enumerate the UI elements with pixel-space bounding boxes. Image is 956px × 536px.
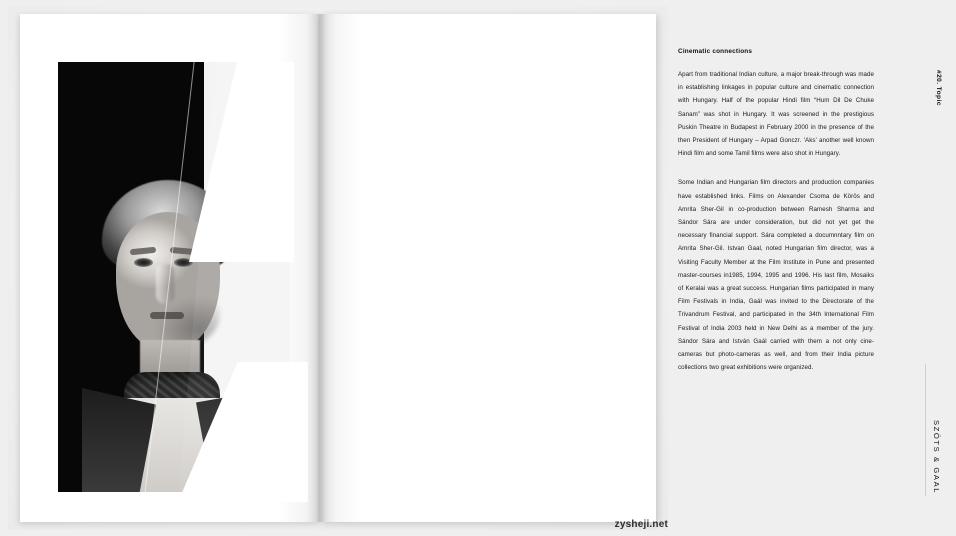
section-heading: Cinematic connections (678, 48, 753, 55)
topic-label: #20. Topic (935, 70, 942, 106)
portrait-mouth (150, 312, 184, 319)
watermark: zysheji.net (614, 519, 668, 530)
body-paragraph-2: Some Indian and Hungarian film directors and production companies have established links. Films on Alexander Csoma de Körös and Amrita Sher-Gil in co-production between Ramesh Sharma and Sándor Sára are under consideration, but did not yet get the necessary financial support. Sára completed a documnntary film on Amrita Sher-Gil. Istvan Gaal, noted Hungarian film director, was a Visiting Faculty Member at the Film Institute in Pune and presented master-courses in1985, 1994, 1995 and 1996. His last film, Mosaiks of Keralai was a great success. Hungarian films participated in many Film Festivals in India, Gaál was invited to the Directorate of the Trivandrum Festival, and participated in the 34th International Film Festival of India 2003 held in New Delhi as a member of the jury. Sándor Sára and István Gaál carried with them a not only cine-cameras but photo-cameras as well, and from their India picture collections two great exhibitions were organized. (678, 179, 874, 372)
open-book (20, 14, 942, 522)
text-column (678, 48, 874, 390)
body-paragraph-1: Apart from traditional Indian culture, a major break-through was made in establishing linkages in popular culture and cinematic connection with Hungary. Half of the popular Hindi film “Hum Dil De Chuke Sanam” was shot in Hungary. It was screened in the prestigious Puskin Theatre in Budapest in February 2000 in the presence of the then President of Hungary – Arpad Gonczr. ‘Aks’ another well known Hindi film and some Tamil films were also shot in Hungary. (678, 71, 874, 158)
split-portrait-photo (58, 62, 290, 492)
vertical-rule (925, 364, 926, 496)
author-label: SZÖTS & GAAL (932, 419, 941, 494)
portrait-eye-left (134, 258, 153, 267)
right-page (320, 14, 942, 522)
portrait-nose (156, 264, 174, 304)
left-page (20, 14, 320, 522)
